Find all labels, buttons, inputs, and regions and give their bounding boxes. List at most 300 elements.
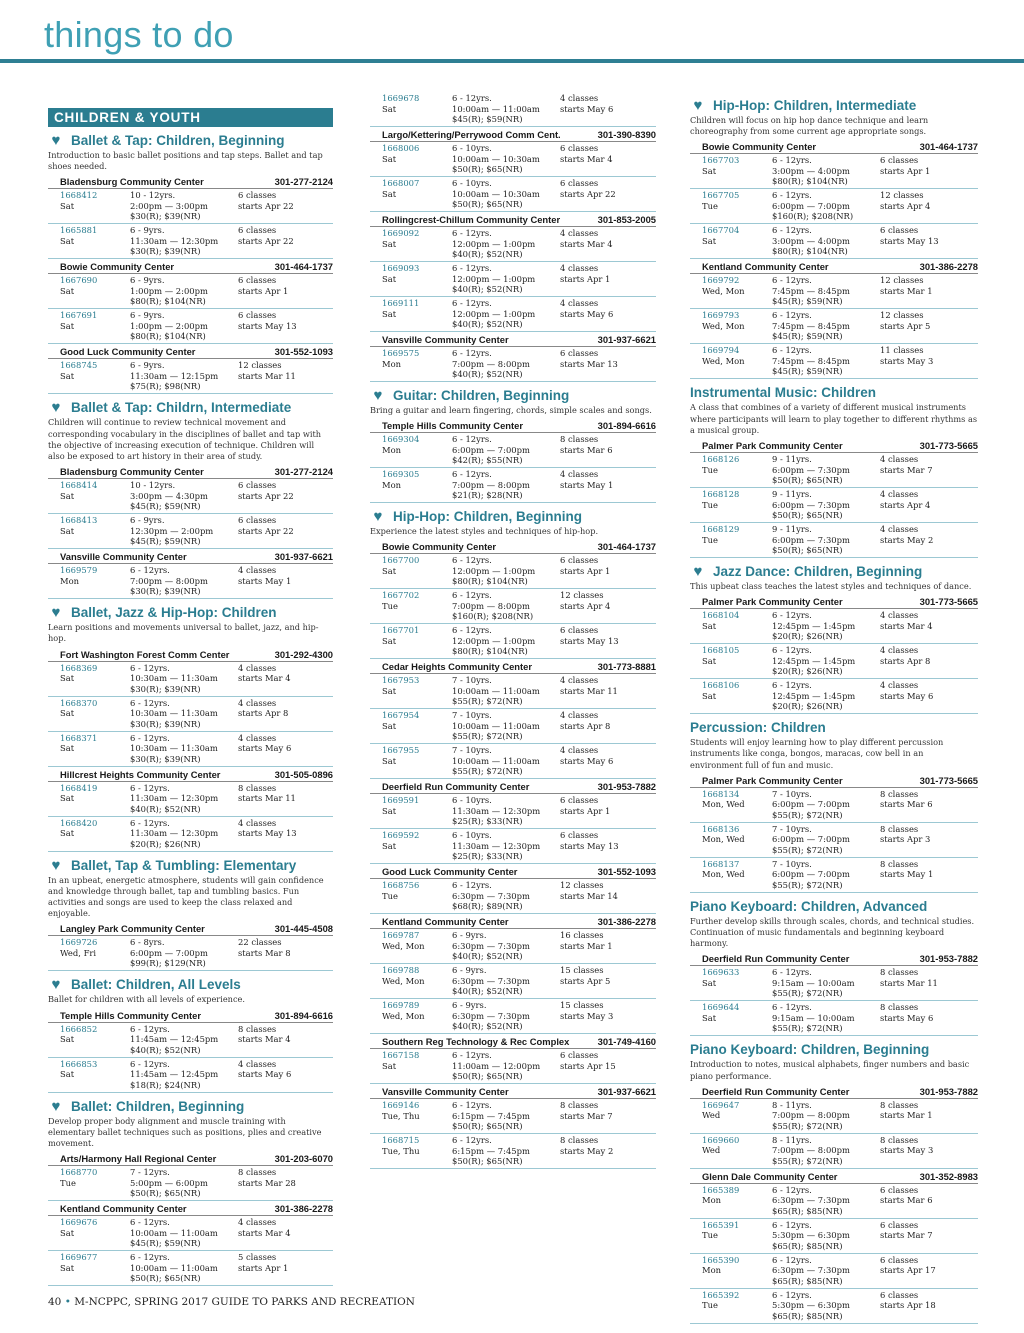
session-row [690, 274, 978, 309]
session-start: starts Mar 7 [560, 1110, 613, 1121]
session-count: 4 classes [560, 710, 599, 721]
session-fee: $55(R); $72(NR) [452, 696, 523, 707]
session-fee: $40(R); $52(NR) [452, 951, 523, 962]
session-count: 4 classes [560, 93, 599, 103]
session-id-day [382, 178, 452, 210]
session-row [48, 1251, 333, 1286]
session-start: starts Mar 28 [238, 1177, 296, 1188]
session-count: 8 classes [880, 858, 919, 869]
session-time: 10:00am — 11:00am [452, 720, 540, 731]
session-start: starts Apr 22 [560, 188, 616, 199]
session-time: 10:00am — 11:00am [130, 1262, 218, 1273]
session-time: 6:30pm — 7:30pm [452, 975, 530, 986]
session-details [452, 1135, 560, 1167]
session-start: starts May 6 [560, 308, 614, 319]
session-time: 10:00am — 11:00am [452, 755, 540, 766]
venue-header [48, 259, 333, 274]
session-age: 6 - 12yrs. [452, 298, 492, 308]
course-title-text: Ballet: Children, Beginning [71, 1098, 245, 1114]
session-schedule [560, 143, 656, 175]
session-row [690, 679, 978, 714]
session-start: starts Mar 13 [560, 358, 618, 369]
venue-header [370, 127, 656, 142]
venue-header [48, 464, 333, 479]
session-fee: $55(R); $72(NR) [772, 1120, 843, 1131]
session-count: 6 classes [880, 1289, 919, 1300]
session-start: starts Mar 4 [238, 1227, 291, 1238]
session-details [130, 1024, 238, 1056]
session-start: starts Mar 11 [560, 685, 618, 696]
venue-header [370, 212, 656, 227]
session-details [452, 228, 560, 260]
course-block [48, 1099, 333, 1287]
course-block [370, 509, 656, 1169]
session-count: 8 classes [560, 1100, 599, 1111]
session-details [452, 710, 560, 742]
session-id-day [60, 515, 130, 547]
session-row [690, 1219, 978, 1254]
session-start: starts May 2 [880, 534, 934, 545]
session-count: 16 classes [560, 930, 604, 941]
session-id-day [382, 143, 452, 175]
session-count: 6 classes [560, 348, 599, 358]
venue-phone: 301-464-1737 [274, 261, 333, 273]
session-fee: $30(R); $39(NR) [130, 753, 201, 764]
session-row [690, 453, 978, 488]
session-fee: $20(R); $26(NR) [772, 666, 843, 677]
course-title-text: Piano Keyboard: Children, Advanced [690, 898, 928, 914]
session-details [452, 590, 560, 622]
session-time: 6:00pm — 7:30pm [772, 464, 850, 475]
course-title-text: Percussion: Children [690, 720, 826, 736]
session-start: starts Apr 1 [238, 1262, 289, 1273]
venue-name: Vansville Community Center [382, 1086, 509, 1098]
session-start: starts May 1 [238, 575, 292, 586]
session-row [48, 1023, 333, 1058]
session-row [690, 788, 978, 823]
session-schedule [238, 937, 333, 969]
session-schedule [238, 698, 333, 730]
session-id-day [702, 645, 772, 677]
session-schedule [560, 745, 656, 777]
course-number: 1665390 [702, 1254, 740, 1265]
session-row [370, 142, 656, 177]
session-row [690, 1184, 978, 1219]
course-description: A class that combines of a variety of different musical instruments where participants will learn to play together to different rhythms as a musical group. [690, 402, 978, 435]
course-description: Children will continue to review technical movement and corresponding vocabulary in the disciplines of ballet and tap with the objective of increasing execution of technique. Children will also be exposed to art history in their area of study. [48, 417, 322, 462]
session-count: 6 classes [880, 1219, 919, 1230]
session-fee: $80(R); $104(NR) [452, 576, 528, 587]
session-row [48, 514, 333, 549]
session-id-day [382, 710, 452, 742]
session-row [370, 964, 656, 999]
session-id-day [702, 225, 772, 257]
session-row [690, 488, 978, 523]
course-title [48, 400, 333, 416]
session-id-day [60, 783, 130, 815]
session-time: 12:00pm — 1:00pm [452, 273, 536, 284]
session-age: 6 - 12yrs. [452, 625, 492, 636]
course-number: 1669092 [382, 228, 420, 238]
session-row [690, 609, 978, 644]
session-count: 6 classes [880, 225, 919, 236]
course-number: 1667690 [60, 275, 98, 286]
session-id-day [60, 663, 130, 695]
session-time: 3:00pm — 4:00pm [772, 235, 850, 246]
session-time: 6:00pm — 7:00pm [772, 834, 850, 845]
session-schedule [238, 515, 333, 547]
session-age: 9 - 11yrs. [772, 489, 812, 500]
session-id-day [702, 275, 772, 307]
session-row [48, 817, 333, 852]
course-number: 1669792 [702, 275, 740, 286]
session-count: 4 classes [880, 524, 919, 535]
session-day: Sat [702, 235, 717, 246]
session-row [48, 1216, 333, 1251]
session-start: starts May 1 [880, 869, 934, 880]
course-number: 1669789 [382, 1000, 420, 1011]
session-day: Sat [382, 635, 397, 646]
session-day: Sat [60, 370, 75, 381]
venue-name: Kentland Community Center [60, 1203, 187, 1215]
session-id-day [702, 824, 772, 856]
session-age: 6 - 12yrs. [452, 1050, 492, 1061]
session-count: 4 classes [880, 489, 919, 500]
session-time: 5:00pm — 6:00pm [130, 1177, 208, 1188]
session-id-day [382, 228, 452, 260]
session-id-day [702, 967, 772, 999]
session-count: 6 classes [560, 143, 599, 153]
session-day: Wed, Fri [60, 947, 97, 958]
session-fee: $50(R); $65(NR) [772, 545, 843, 556]
session-fee: $160(R); $208(NR) [452, 611, 534, 622]
session-details [452, 1100, 560, 1132]
session-day: Wed [702, 1110, 721, 1121]
session-details [452, 348, 560, 380]
session-time: 11:30am — 12:30pm [130, 235, 219, 246]
session-count: 6 classes [880, 155, 919, 166]
course-number: 1667158 [382, 1050, 420, 1061]
course-block [690, 564, 978, 714]
session-schedule [560, 1100, 656, 1132]
session-row [370, 674, 656, 709]
session-age: 6 - 12yrs. [772, 190, 812, 201]
session-start: starts Mar 14 [560, 890, 618, 901]
session-details [452, 263, 560, 295]
session-id-day [382, 1135, 452, 1167]
course-number: 1666852 [60, 1023, 98, 1034]
session-age: 6 - 10yrs. [452, 178, 492, 188]
session-start: starts May 13 [880, 235, 939, 246]
session-id-day [382, 745, 452, 777]
session-schedule [238, 275, 333, 307]
session-age: 7 - 10yrs. [452, 675, 492, 686]
session-start: starts May 1 [560, 479, 614, 490]
course-number: 1669678 [382, 93, 420, 103]
session-time: 12:00pm — 1:00pm [452, 635, 536, 646]
session-fee: $65(R); $85(NR) [772, 1275, 843, 1286]
session-count: 8 classes [238, 1023, 277, 1034]
course-title-text: Piano Keyboard: Children, Beginning [690, 1042, 930, 1058]
session-day: Sat [60, 1069, 75, 1080]
session-schedule [238, 1167, 333, 1199]
session-schedule [238, 310, 333, 342]
venue-name: Fort Washington Forest Comm Center [60, 648, 230, 660]
course-number: 1669793 [702, 310, 740, 321]
session-start: starts Apr 1 [560, 805, 611, 816]
venue-phone: 301-937-6621 [274, 551, 333, 563]
session-id-day [382, 348, 452, 380]
venue-name: Bowie Community Center [702, 141, 817, 153]
session-row [690, 344, 978, 379]
venue-header [690, 1169, 978, 1184]
session-time: 7:00pm — 8:00pm [452, 600, 530, 611]
session-details [130, 190, 238, 222]
session-fee: $45(R); $59(NR) [772, 296, 843, 307]
venue-name: Vansville Community Center [382, 334, 509, 345]
course-block [48, 858, 333, 972]
session-age: 6 - 12yrs. [452, 263, 492, 273]
course-number: 1668105 [702, 645, 740, 656]
session-age: 6 - 9yrs. [130, 275, 165, 286]
course-title [48, 1099, 333, 1115]
session-row [370, 929, 656, 964]
session-details [452, 830, 560, 862]
course-number: 1669305 [382, 469, 420, 480]
session-id-day [702, 859, 772, 891]
session-time: 11:30am — 12:30pm [130, 828, 219, 839]
session-time: 11:30am — 12:30pm [452, 840, 541, 851]
venue-header [370, 659, 656, 674]
session-id-day [382, 469, 452, 501]
session-count: 4 classes [238, 1058, 277, 1069]
session-time: 10:00am — 11:00am [452, 103, 540, 114]
course-block [690, 1042, 978, 1323]
session-time: 5:30pm — 6:30pm [772, 1300, 850, 1311]
venue-header [690, 773, 978, 788]
session-count: 6 classes [238, 275, 277, 286]
course-number: 1669660 [702, 1134, 740, 1145]
session-id-day [702, 1185, 772, 1217]
session-time: 10:00am — 10:30am [452, 153, 540, 164]
session-start: starts Apr 15 [560, 1060, 616, 1071]
venue-phone: 301-552-1093 [597, 866, 656, 878]
session-time: 11:00am — 12:00pm [452, 1060, 541, 1071]
session-details [452, 469, 560, 501]
session-start: starts Mar 4 [238, 673, 291, 684]
session-time: 7:00pm — 8:00pm [452, 479, 530, 490]
session-details [130, 1167, 238, 1199]
session-row [690, 1099, 978, 1134]
venue-phone: 301-292-4300 [274, 648, 333, 660]
venue-header [690, 1084, 978, 1099]
session-start: starts Mar 1 [880, 1110, 933, 1121]
session-schedule [238, 565, 333, 597]
session-row [690, 858, 978, 893]
session-start: starts Mar 8 [238, 947, 291, 958]
session-day: Sat [382, 238, 397, 249]
session-schedule [880, 859, 978, 891]
course-description: Bring a guitar and learn fingering, chords, simple scales and songs. [370, 405, 652, 415]
session-row [690, 1001, 978, 1036]
course-block [690, 899, 978, 1037]
session-schedule [560, 880, 656, 912]
session-fee: $55(R); $72(NR) [452, 766, 523, 777]
venue-name: Palmer Park Community Center [702, 440, 843, 452]
session-day: Tue [702, 534, 718, 545]
session-details [130, 733, 238, 765]
session-schedule [880, 454, 978, 486]
session-time: 11:45am — 12:45pm [130, 1069, 219, 1080]
session-id-day [382, 298, 452, 330]
session-count: 4 classes [560, 298, 599, 308]
session-row [48, 359, 333, 394]
venue-header [48, 549, 333, 564]
session-schedule [238, 733, 333, 765]
session-row [370, 879, 656, 914]
session-fee: $68(R); $89(NR) [452, 901, 523, 912]
session-age: 6 - 12yrs. [452, 348, 492, 358]
session-fee: $25(R); $33(NR) [452, 816, 523, 827]
session-id-day [702, 610, 772, 642]
footer-bullet: • [64, 1296, 71, 1308]
session-start: starts May 13 [238, 320, 297, 331]
session-schedule [238, 360, 333, 392]
venue-phone: 301-894-6616 [597, 420, 656, 432]
session-age: 7 - 10yrs. [772, 858, 812, 869]
session-details [772, 859, 880, 891]
session-id-day [60, 1059, 130, 1091]
venue-name: Kentland Community Center [702, 261, 829, 273]
session-schedule [880, 789, 978, 821]
session-time: 1:00pm — 2:00pm [130, 285, 208, 296]
session-id-day [702, 1290, 772, 1322]
heart-icon: ♥ [51, 976, 61, 994]
session-row [690, 823, 978, 858]
venue-phone: 301-773-5665 [919, 774, 978, 786]
session-start: starts Mar 7 [880, 1230, 933, 1241]
session-schedule [238, 818, 333, 850]
venue-phone: 301-277-2124 [274, 176, 333, 188]
course-number: 1669644 [702, 1002, 740, 1013]
column-2 [370, 92, 656, 1169]
venue-name: Glenn Dale Community Center [702, 1170, 838, 1182]
session-time: 12:00pm — 1:00pm [452, 565, 536, 576]
venue-header [690, 259, 978, 274]
column-3 [690, 92, 978, 1324]
session-fee: $55(R); $72(NR) [772, 1023, 843, 1034]
session-id-day [382, 795, 452, 827]
session-start: starts Apr 22 [238, 525, 294, 536]
session-day: Wed, Mon [702, 320, 745, 331]
course-number: 1665881 [60, 225, 98, 236]
session-id-day [702, 1135, 772, 1167]
course-title-text: Jazz Dance: Children, Beginning [713, 564, 923, 580]
session-start: starts Apr 8 [560, 720, 611, 731]
course-block [370, 388, 656, 503]
session-age: 6 - 9yrs. [130, 515, 165, 526]
course-title-text: Instrumental Music: Children [690, 385, 877, 401]
venue-name: Bladensburg Community Center [60, 466, 204, 478]
session-day: Mon, Wed [702, 869, 745, 880]
session-fee: $50(R); $65(NR) [452, 199, 523, 209]
session-id-day [382, 930, 452, 962]
session-schedule [880, 225, 978, 257]
course-title-text: Ballet: Children, All Levels [71, 977, 241, 993]
footer-publication: M-NCPPC, SPRING 2017 GUIDE TO PARKS AND RECREATION [74, 1296, 415, 1308]
session-fee: $50(R); $65(NR) [130, 1188, 201, 1199]
session-day: Wed, Mon [702, 355, 745, 366]
session-id-day [702, 680, 772, 712]
heart-icon: ♥ [693, 97, 703, 114]
session-time: 7:00pm — 8:00pm [452, 358, 530, 369]
session-age: 6 - 9yrs. [130, 225, 165, 236]
session-schedule [238, 225, 333, 257]
venue-phone: 301-953-7882 [597, 781, 656, 793]
session-details [452, 745, 560, 777]
venue-name: Temple Hills Community Center [60, 1009, 201, 1021]
session-day: Sat [60, 285, 75, 296]
venue-header [370, 779, 656, 794]
course-title-text: Ballet & Tap: Childrn, Intermediate [71, 400, 292, 416]
session-time: 7:45pm — 8:45pm [772, 320, 850, 331]
session-start: starts Apr 18 [880, 1300, 936, 1311]
session-details [452, 93, 560, 125]
venue-header [690, 139, 978, 154]
session-details [772, 1255, 880, 1287]
venue-name: Bowie Community Center [382, 541, 497, 553]
session-details [772, 524, 880, 556]
venue-name: Good Luck Community Center [60, 346, 196, 358]
course-number: 1668371 [60, 732, 98, 743]
session-day: Sat [382, 840, 397, 851]
session-fee: $50(R); $65(NR) [772, 510, 843, 521]
heart-icon: ♥ [51, 399, 61, 417]
session-details [772, 454, 880, 486]
session-count: 4 classes [238, 1217, 277, 1228]
session-count: 6 classes [238, 225, 277, 236]
session-schedule [560, 590, 656, 622]
session-start: starts Mar 4 [880, 620, 933, 631]
session-row [48, 274, 333, 309]
session-row [370, 227, 656, 262]
session-schedule [880, 1185, 978, 1217]
session-id-day [382, 965, 452, 997]
session-time: 12:00pm — 1:00pm [452, 238, 536, 249]
session-start: starts May 6 [238, 743, 292, 754]
session-day: Mon [702, 1265, 722, 1276]
session-time: 7:00pm — 8:00pm [772, 1145, 850, 1156]
session-id-day [702, 190, 772, 222]
session-fee: $80(R); $104(NR) [130, 331, 206, 342]
venue-phone: 301-953-7882 [919, 1085, 978, 1097]
session-time: 7:45pm — 8:45pm [772, 355, 850, 366]
session-fee: $45(R); $59(NR) [452, 114, 523, 124]
session-time: 10:00am — 11:00am [452, 685, 540, 696]
session-day: Mon [382, 444, 402, 455]
session-details [772, 1002, 880, 1034]
session-row [370, 589, 656, 624]
session-start: starts Mar 11 [238, 370, 296, 381]
course-description: Introduction to basic ballet positions and tap steps. Ballet and tap shoes needed. [48, 150, 323, 172]
session-row [48, 309, 333, 344]
session-count: 6 classes [238, 190, 277, 201]
venue-phone: 301-505-0896 [274, 768, 333, 780]
session-id-day [702, 1220, 772, 1252]
session-start: starts Apr 1 [880, 165, 931, 176]
session-age: 6 - 12yrs. [772, 680, 812, 691]
session-age: 6 - 10yrs. [452, 830, 492, 841]
